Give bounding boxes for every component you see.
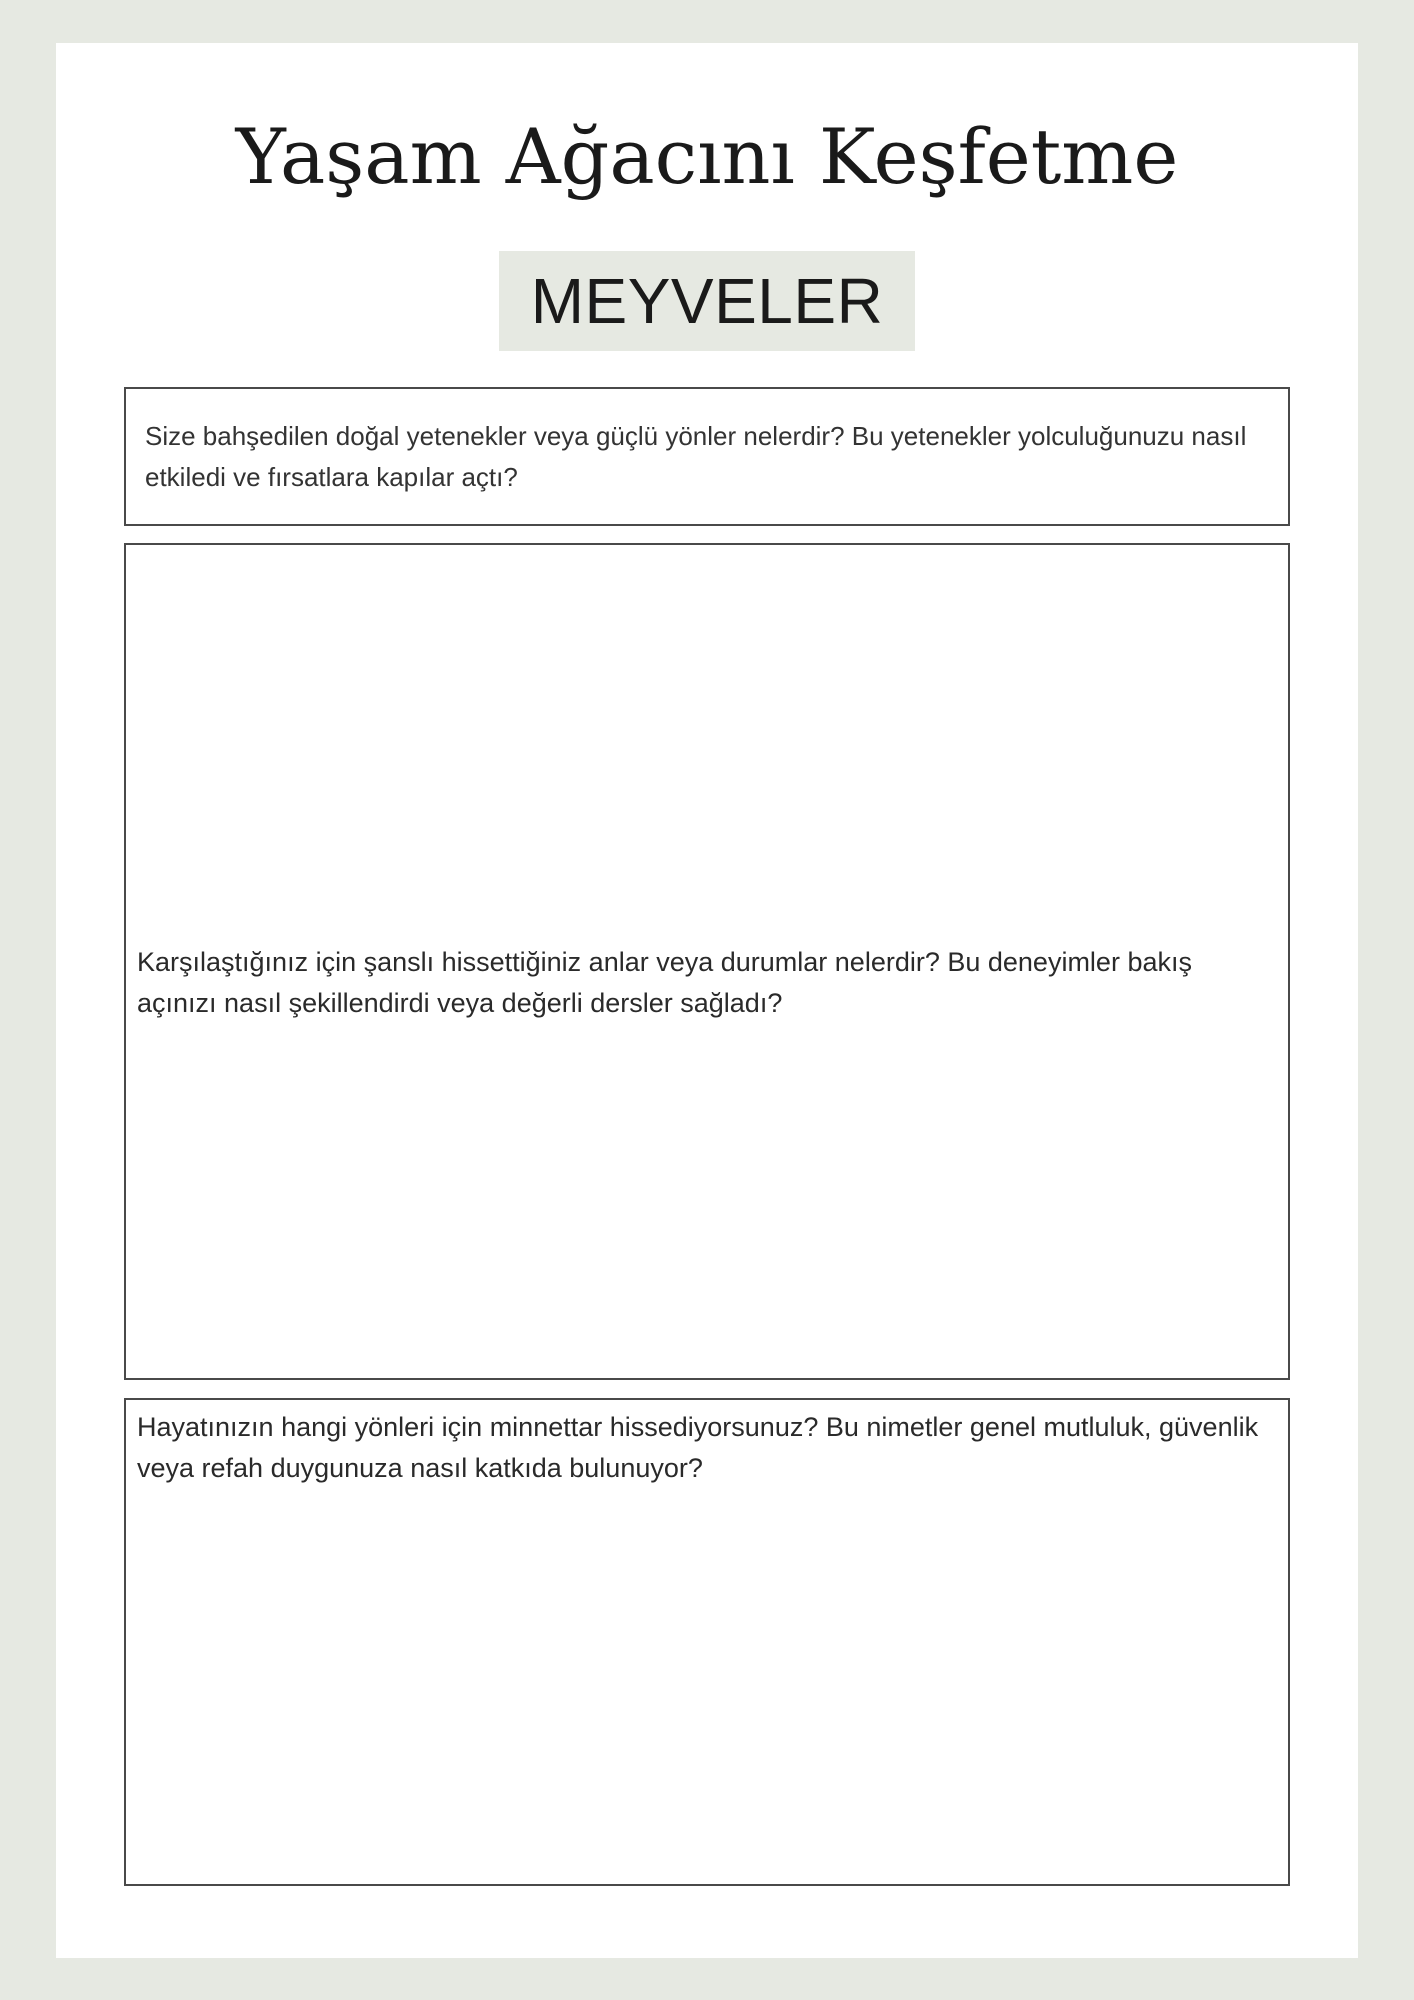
question-text-lucky-moments: Karşılaştığınız için şanslı hissettiğiniz anlar veya durumlar nelerdir? Bu deneyimler bakış açınızı nasıl şekillendirdi veya değerli dersler sağladı?	[137, 947, 1192, 1018]
question-text-talents: Size bahşedilen doğal yetenekler veya güçlü yönler nelerdir? Bu yetenekler yolculuğunuzu nasıl etkiledi ve fırsatlara kapılar açtı?	[145, 421, 1247, 492]
question-box-lucky-moments[interactable]	[124, 543, 1290, 1380]
question-box-gratitude[interactable]	[124, 1398, 1290, 1886]
question-text-gratitude: Hayatınızın hangi yönleri için minnettar hissediyorsunuz? Bu nimetler genel mutluluk, güvenlik veya refah duygunuza nasıl katkıda bulunuyor?	[137, 1412, 1259, 1483]
section-label-badge: MEYVELER	[499, 251, 915, 351]
question-box-talents[interactable]	[124, 387, 1290, 526]
page-title: Yaşam Ağacını Keşfetme	[235, 112, 1179, 201]
